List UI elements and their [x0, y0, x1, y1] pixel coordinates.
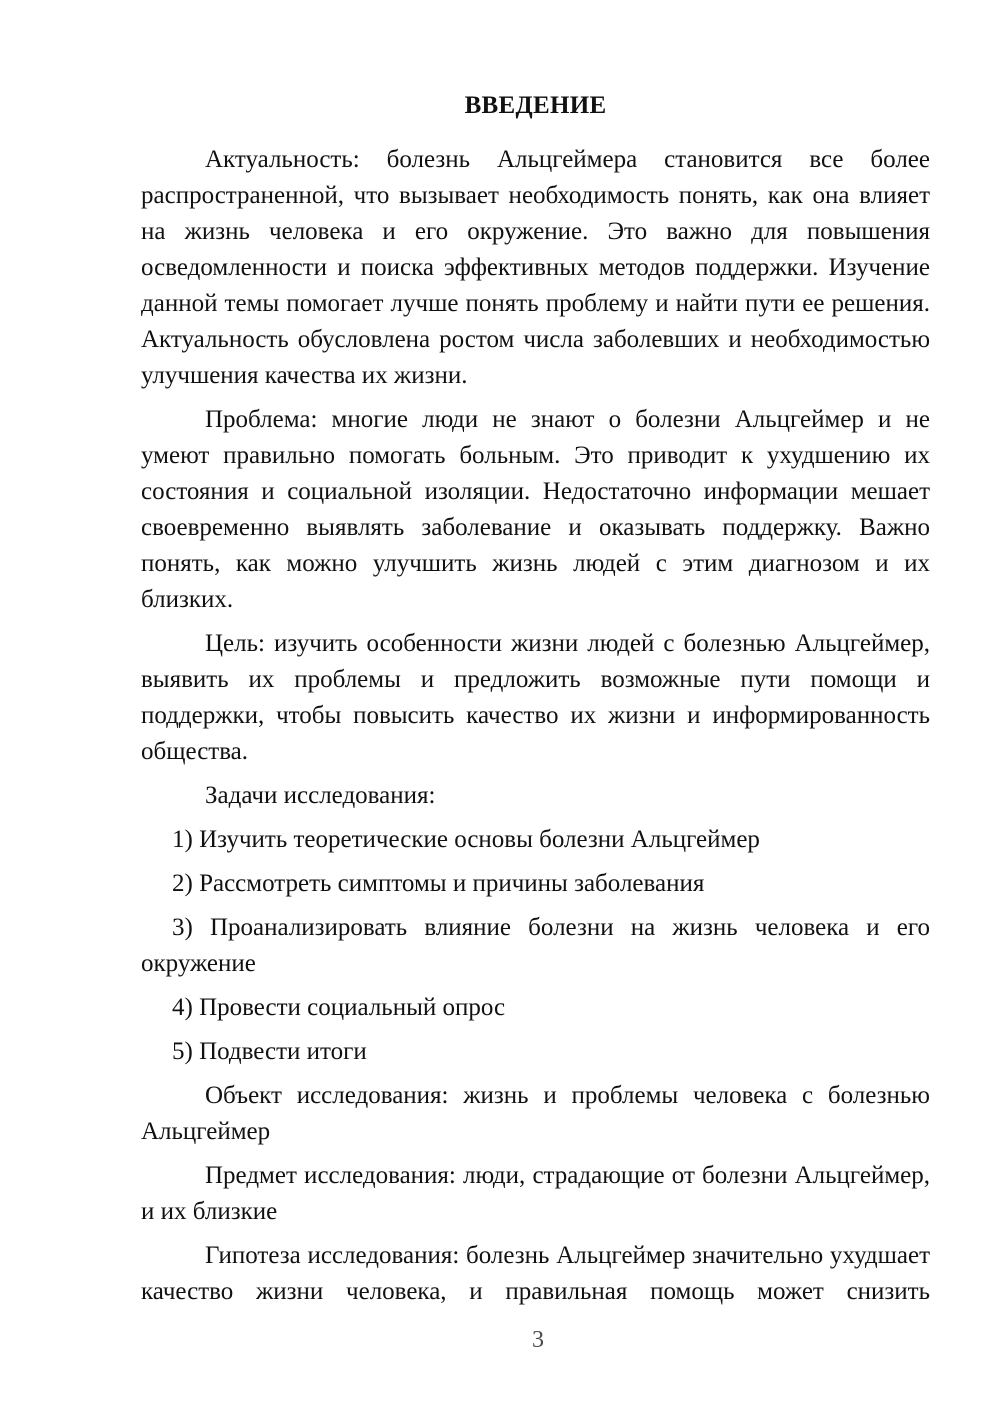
paragraph-subject: Предмет исследования: люди, страдающие от болезни Альцгеймер, и их близкие [141, 1162, 930, 1225]
paragraph-object: Объект исследования: жизнь и проблемы человека с болезнью Альцгеймер [141, 1082, 930, 1145]
list-item-task-2: 2) Рассмотреть симптомы и причины заболевания [172, 870, 705, 897]
paragraph-problem: Проблема: многие люди не знают о болезни Альцгеймер и не умеют правильно помогать больным. Это приводит к ухудшению их состояния и социальной изоляции. Недостаточно информации мешает своевременно выявлять заболевание и оказывать поддержку. Важно понять, как можно улучшить жизнь людей с этим диагнозом и их близких. [141, 406, 930, 613]
list-item-task-1: 1) Изучить теоретические основы болезни Альцгеймер [172, 826, 760, 853]
document-body [141, 88, 930, 1310]
paragraph-goal: Цель: изучить особенности жизни людей с болезнью Альцгеймер, выявить их проблемы и предложить возможные пути помощи и поддержки, чтобы повысить качество их жизни и информированность общества. [141, 630, 930, 765]
paragraph-hypothesis: Гипотеза исследования: болезнь Альцгеймер значительно ухудшает качество жизни человека, и правильная помощь может снизить [141, 1242, 930, 1305]
page-number-value: 3 [532, 1327, 544, 1353]
paragraph-tasks-heading: Задачи исследования: [205, 782, 436, 809]
list-item-task-4: 4) Провести социальный опрос [172, 994, 506, 1021]
paragraph-relevance: Актуальность: болезнь Альцгеймера становится все более распространенной, что вызывает необходимость понять, как она влияет на жизнь человека и его окружение. Это важно для повышения осведомленности и поиска эффективных методов поддержки. Изучение данной темы помогает лучше понять проблему и найти пути ее решения. Актуальность обусловлена ростом числа заболевших и необходимостью улучшения качества их жизни. [141, 146, 930, 389]
page-title: ВВЕДЕНИЕ [464, 92, 607, 119]
page-number-footer [0, 1326, 1000, 1354]
list-item-task-5: 5) Подвести итоги [172, 1038, 367, 1065]
list-item-task-3: 3) Проанализировать влияние болезни на жизнь человека и его окружение [141, 914, 930, 977]
